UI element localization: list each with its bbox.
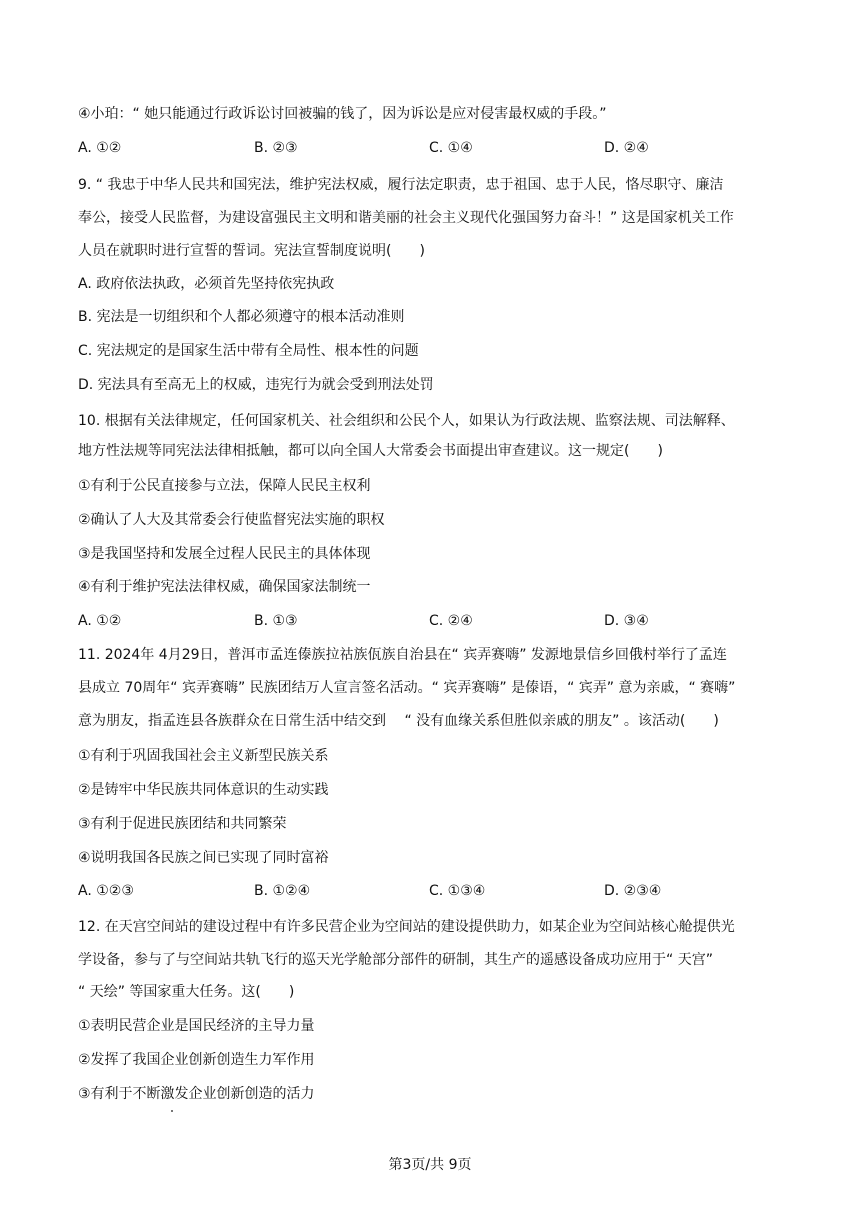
question-12-statement-1: ①表明民营企业是国民经济的主导力量 (78, 1018, 315, 1034)
question-11-statement-1: ①有利于巩固我国社会主义新型民族关系 (78, 748, 329, 764)
question-10-text: 10. 根据有关法律规定，任何国家机关、社会组织和公民个人，如果认为行政法规、监察法规、司法解释、 (78, 413, 735, 429)
question-10-statement-3: ③是我国坚持和发展全过程人民民主的具体体现 (78, 546, 371, 562)
question-12-statement-2: ②发挥了我国企业创新创造生力军作用 (78, 1052, 315, 1068)
question-11-text: 11. 2024年 4月29日，普洱市孟连傣族拉祜族佤族自治县在“ 宾弄赛嗨” 发源地景信乡回俄村举行了孟连 (78, 647, 727, 663)
option-c: C. ①④ (429, 140, 473, 156)
option-a: A. ①② (78, 613, 122, 629)
page-number-footer: 第3页/共 9页 (388, 1157, 472, 1173)
question-10-text: 地方性法规等同宪法法律相抵触，都可以向全国人大常委会书面提出审查建议。这一规定( ) (78, 443, 663, 459)
question-11-statement-4: ④说明我国各民族之间已实现了同时富裕 (78, 850, 329, 866)
answer-line-4: ④小珀：“ 她只能通过行政诉讼讨回被骗的钱了，因为诉讼是应对侵害最权威的手段。” (78, 106, 607, 122)
question-11-statement-3: ③有利于促进民族团结和共同繁荣 (78, 816, 287, 832)
option-c: C. ①③④ (429, 883, 486, 899)
question-12-text: “ 天绘” 等国家重大任务。这( ) (78, 984, 295, 1000)
question-11-statement-2: ②是铸牢中华民族共同体意识的生动实践 (78, 782, 329, 798)
question-9-option-d: D. 宪法具有至高无上的权威，违宪行为就会受到刑法处罚 (78, 377, 434, 393)
question-10-statement-1: ①有利于公民直接参与立法，保障人民民主权利 (78, 478, 371, 494)
option-b: B. ①②④ (254, 883, 311, 899)
option-a: A. ①② (78, 140, 122, 156)
question-11-text: 县成立 70周年“ 宾弄赛嗨” 民族团结万人宣言签名活动。“ 宾弄赛嗨” 是傣语，“ 宾弄” 意为亲戚，“ 赛嗨” (78, 680, 736, 696)
question-9-text: 9. “ 我忠于中华人民共和国宪法，维护宪法权威，履行法定职责，忠于祖国、忠于人民，恪尽职守、廉洁 (78, 177, 724, 193)
option-d: D. ②③④ (604, 883, 662, 899)
option-b: B. ②③ (254, 140, 298, 156)
question-12-text: 学设备，参与了与空间站共轨飞行的巡天光学舱部分部件的研制，其生产的遥感设备成功应用于“ 天宫” (78, 952, 713, 968)
question-9-text: 奉公，接受人民监督，为建设富强民主文明和谐美丽的社会主义现代化强国努力奋斗！” 这是国家机关工作 (78, 210, 734, 226)
question-9-option-b: B. 宪法是一切组织和个人都必须遵守的根本活动准则 (78, 309, 405, 325)
option-d: D. ②④ (604, 140, 649, 156)
question-11-text: 意为朋友，指孟连县各族群众在日常生活中结交到 “ 没有血缘关系但胜似亲戚的朋友” 。该活动( ) (78, 713, 719, 729)
option-c: C. ②④ (429, 613, 473, 629)
stray-dot (171, 1110, 173, 1112)
question-9-option-c: C. 宪法规定的是国家生活中带有全局性、根本性的问题 (78, 343, 419, 359)
question-9-text: 人员在就职时进行宣誓的誓词。宪法宣誓制度说明( ) (78, 243, 425, 259)
question-10-statement-2: ②确认了人大及其常委会行使监督宪法实施的职权 (78, 512, 385, 528)
option-b: B. ①③ (254, 613, 298, 629)
option-d: D. ③④ (604, 613, 649, 629)
question-10-statement-4: ④有利于维护宪法法律权威，确保国家法制统一 (78, 579, 371, 595)
option-a: A. ①②③ (78, 883, 134, 899)
question-12-text: 12. 在天宫空间站的建设过程中有许多民营企业为空间站的建设提供助力，如某企业为空间站核心舱提供光 (78, 919, 735, 935)
question-12-statement-3: ③有利于不断激发企业创新创造的活力 (78, 1086, 315, 1102)
question-9-option-a: A. 政府依法执政，必须首先坚持依宪执政 (78, 276, 335, 292)
